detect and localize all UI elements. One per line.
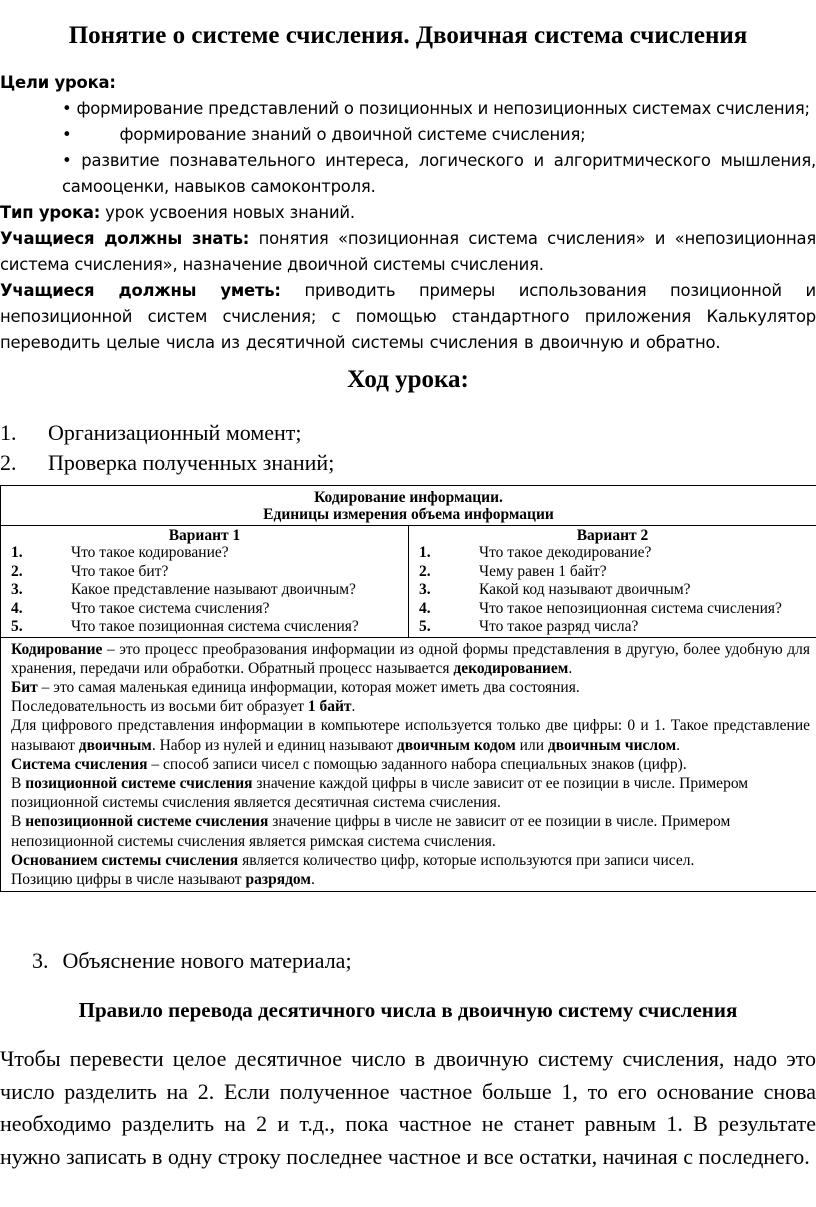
definition [11, 755, 810, 774]
question-number: 5. [11, 618, 23, 635]
definition-text: . Набор из нулей и единиц называют [151, 736, 397, 754]
definition-term: двоичным числом [547, 736, 677, 754]
step-number: 2. [0, 450, 17, 475]
question-text: Какое представление называют двоичным? [71, 581, 356, 598]
question-text: Что такое бит? [71, 562, 169, 580]
definition-term: Кодирование [11, 640, 103, 658]
definition-term: позиционной системе счисления [25, 774, 253, 792]
definition-text: значение цифры в числе не зависит от ее позиции в числе. Примером непозиционной системы счисления является римская система счисления. [11, 813, 731, 850]
definition-text: – это самая маленькая единица информации, которая может иметь два состояния. [37, 678, 580, 696]
goal-text: формирование знаний о двоичной системе счисления; [119, 125, 586, 144]
variant-title: Вариант 1 [168, 527, 241, 544]
definition-term: Система счисления [11, 755, 148, 773]
question-number: 4. [419, 599, 431, 617]
question-number: 2. [419, 562, 431, 580]
question-number: 5. [419, 618, 431, 635]
lesson-type-label: Тип урока: [0, 203, 101, 222]
variant-1 [1, 526, 408, 637]
must-know-label: Учащиеся должны знать: [0, 229, 250, 248]
definition [11, 812, 810, 850]
definition [11, 697, 810, 716]
question-text: Что такое разряд числа? [479, 618, 639, 635]
step-number: 3. [32, 948, 49, 973]
definition-text: Для цифрового представления информации в компьютере используется только две цифры: 0 и 1. Такое представление называют [11, 717, 810, 754]
variants-row [1, 526, 816, 638]
goal-bullet: • [62, 125, 72, 144]
rule-heading: Правило перевода десятичного числа в двоичную систему счисления [78, 998, 738, 1022]
step-number: 1. [0, 420, 17, 445]
definition [11, 774, 810, 812]
progress-heading: Ход урока: [347, 366, 469, 393]
definition-text: В [11, 774, 26, 792]
definition [11, 716, 810, 754]
definition-term: декодированием [453, 659, 569, 677]
definition [11, 640, 810, 678]
question-row [409, 544, 816, 563]
definition-term: Бит [11, 678, 38, 696]
question-row [1, 600, 408, 619]
goals-heading: Цели урока: [0, 73, 116, 92]
must-know-text: понятия «позиционная система счисления» и «непозиционная система счисления», назначение двоичной системы счисления. [0, 229, 816, 274]
question-text: Какой код называют двоичным? [479, 581, 691, 598]
definition-text: – способ записи чисел с помощью заданного набора специальных знаков (цифр). [147, 755, 687, 773]
definition [11, 870, 810, 889]
question-row [409, 581, 816, 600]
goal-item [0, 122, 816, 148]
definition-text: . [676, 736, 681, 754]
definition-text: является количество цифр, которые используются при записи чисел. [238, 851, 695, 869]
step-text: Объяснение нового материала; [62, 948, 352, 973]
must-do-label: Учащиеся должны уметь: [0, 281, 281, 300]
table-header-line: Кодирование информации. [314, 489, 503, 506]
definition-text: или [515, 736, 548, 754]
table-header [1, 486, 816, 526]
question-text: Чему равен 1 байт? [479, 562, 607, 580]
list-item [0, 418, 816, 448]
definition-term: двоичным [78, 736, 152, 754]
variant-2 [408, 526, 816, 637]
question-row [1, 618, 408, 637]
question-number: 1. [11, 544, 23, 561]
question-text: Что такое декодирование? [479, 544, 652, 561]
definition-text: – это процесс преобразования информации из одной формы представления в другую, более удобную для хранения, передачи или обработки. Обратный процесс называется [11, 640, 810, 677]
steps-list [0, 418, 816, 478]
question-row [1, 581, 408, 600]
goal-item: • развитие познавательного интереса, логического и алгоритмического мышления, самооценки, навыков самоконтроля. [62, 151, 816, 196]
definition [11, 851, 810, 870]
step-text: Проверка полученных знаний; [48, 450, 335, 475]
variant-title: Вариант 2 [576, 527, 649, 544]
lesson-goals-section [0, 70, 816, 356]
definition-term: непозиционной системе счисления [25, 813, 269, 831]
question-number: 3. [419, 581, 431, 598]
definition [11, 678, 810, 697]
must-do-text: приводить примеры использования позиционной и непозиционной систем счисления; с помощью стандартного приложения Калькулятор переводить целые числа из десятичной системы счисления в двоичную и обратно. [0, 281, 816, 352]
definition-term: двоичным кодом [396, 736, 516, 754]
goal-item: • формирование представлений о позиционных и непозиционных системах счисления; [62, 99, 810, 118]
question-number: 3. [11, 581, 23, 598]
question-row [409, 563, 816, 582]
must-do [0, 278, 816, 356]
lesson-type [0, 200, 816, 226]
definition-text: В [11, 813, 26, 831]
question-text: Что такое система счисления? [71, 599, 270, 617]
question-number: 2. [11, 562, 23, 580]
table-header-line: Единицы измерения объема информации [263, 506, 554, 523]
definition-term: Основанием системы счисления [11, 851, 239, 869]
definition-term: 1 байт [307, 698, 352, 716]
question-row [409, 600, 816, 619]
question-row [409, 618, 816, 637]
definition-text: Последовательность из восьми бит образует [11, 698, 308, 716]
question-number: 4. [11, 599, 23, 617]
definitions-cell [1, 638, 816, 892]
definition-text: значение каждой цифры в числе зависит от ее позиции в числе. Примером позиционной системы счисления является десятичная система счисления. [11, 774, 749, 812]
question-text: Что такое позиционная система счисления? [71, 618, 359, 635]
definition-text: . [568, 659, 573, 677]
question-row [1, 544, 408, 563]
list-item [0, 448, 816, 478]
definition-term: разрядом [245, 870, 311, 888]
definition-text: . [310, 870, 315, 888]
lesson-type-text: урок усвоения новых знаний. [105, 203, 355, 222]
page-title: Понятие о системе счисления. Двоичная система счисления [68, 22, 748, 49]
list-item [32, 948, 352, 974]
question-number: 1. [419, 544, 431, 561]
quiz-table [0, 485, 816, 892]
question-text: Что такое непозиционная система счисления? [479, 599, 782, 617]
must-know [0, 226, 816, 278]
step-text: Организационный момент; [48, 420, 302, 445]
question-row [1, 563, 408, 582]
question-text: Что такое кодирование? [71, 544, 229, 561]
definition-text: Позицию цифры в числе называют [11, 870, 246, 888]
definition-text: . [351, 698, 356, 716]
rule-paragraph: Чтобы перевести целое десятичное число в двоичную систему счисления, надо это число разделить на 2. Если полученное частное больше 1, то его основание снова необходимо разделить на 2 и т.д., пока частное не станет равным 1. В результате нужно записать в одну строку последнее частное и все остатки, начиная с последнего. [0, 1046, 816, 1169]
